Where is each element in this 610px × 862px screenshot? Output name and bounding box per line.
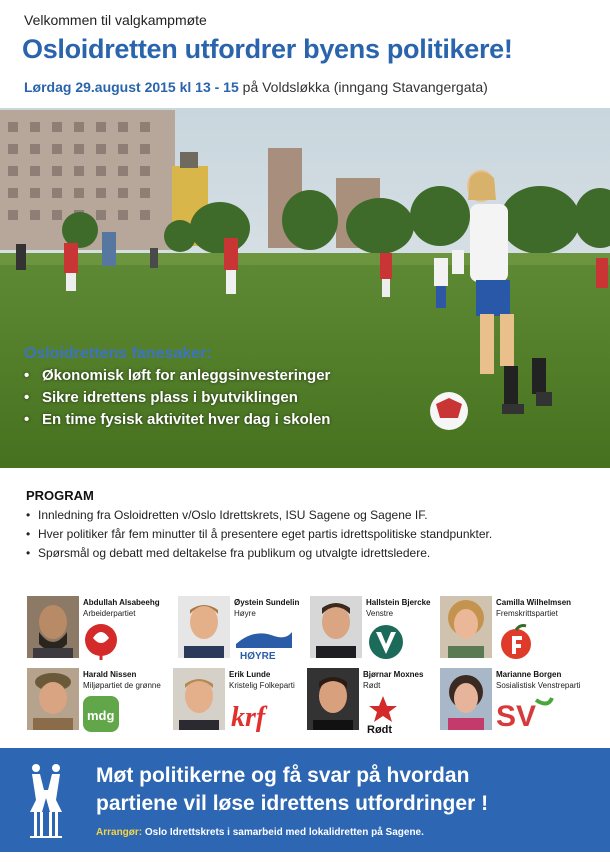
apple-icon (496, 622, 556, 662)
politician-card (27, 668, 167, 740)
portrait (440, 668, 492, 730)
party-name: Høyre (234, 609, 256, 618)
organizer (96, 827, 424, 838)
politician-name: Marianne Borgen (496, 670, 562, 679)
venstre-v-icon (366, 622, 426, 662)
party-name: Fremskrittspartiet (496, 609, 558, 618)
organizer-text: Oslo Idrettskrets i samarbeid med lokalidretten på Sagene. (142, 827, 424, 838)
event-place: på Voldsløkka (inngang Stavangergata) (238, 79, 488, 95)
portrait (27, 668, 79, 730)
oslo-idrettskrets-logo-icon (26, 760, 66, 847)
hoyre-logo-text: HØYRE (240, 651, 276, 662)
mdg-logo (83, 694, 143, 734)
program-title: PROGRAM (26, 488, 94, 503)
program-item: • Hver politiker får fem minutter til å presentere eget partis idrettspolitiske standpunkter. (26, 527, 493, 541)
politician-name: Erik Lunde (229, 670, 271, 679)
krf-logo-text: krf (231, 702, 266, 733)
portrait (440, 596, 492, 658)
hoyre-logo (234, 622, 294, 662)
rodt-logo-text: Rødt (367, 724, 393, 734)
party-name: Venstre (366, 609, 394, 618)
issue-item: • Sikre idrettens plass i byutviklingen (24, 389, 298, 406)
krf-logo (229, 694, 289, 734)
issues-section (24, 345, 330, 431)
intro-text: Velkommen til valgkampmøte (24, 12, 207, 28)
issue-item: • En time fysisk aktivitet hver dag i skolen (24, 411, 331, 428)
program-item: • Innledning fra Osloidretten v/Oslo Idrettskrets, ISU Sagene og Sagene IF. (26, 508, 428, 522)
issue-item: • Økonomisk løft for anleggsinvesteringer (24, 367, 331, 384)
politician-name: Bjørnar Moxnes (363, 670, 424, 679)
politician-card (440, 596, 580, 668)
rodt-star-icon (363, 694, 423, 734)
portrait (307, 668, 359, 730)
politician-card (173, 668, 313, 740)
politician-card (440, 668, 580, 740)
politician-name: Abdullah Alsabeehg (83, 598, 160, 607)
party-name: Rødt (363, 681, 381, 690)
dateline (24, 79, 488, 95)
organizer-label: Arrangør: (96, 827, 143, 838)
portrait (27, 596, 79, 658)
politician-card (27, 596, 167, 668)
politician-name: Camilla Wilhelmsen (496, 598, 572, 607)
issues-title: Osloidrettens fanesaker: (24, 345, 212, 362)
program-section (26, 488, 492, 563)
portrait (178, 596, 230, 658)
politician-name: Harald Nissen (83, 670, 137, 679)
politician-card (307, 668, 447, 740)
sv-logo (496, 694, 556, 734)
politician-card (310, 596, 450, 668)
footer-banner (0, 748, 610, 852)
mdg-logo-text: mdg (87, 708, 115, 723)
headline: Osloidretten utfordrer byens politikere! (22, 34, 513, 64)
party-name: Kristelig Folkeparti (229, 681, 295, 690)
politician-name: Øystein Sundelin (234, 598, 300, 607)
sv-logo-text: SV (496, 700, 537, 733)
footer-slogan-line1: Møt politikerne og få svar på hvordan (96, 764, 470, 787)
politician-name: Hallstein Bjercke (366, 598, 431, 607)
program-item: • Spørsmål og debatt med deltakelse fra publikum og utvalgte idrettsledere. (26, 546, 431, 560)
party-name: Arbeiderpartiet (83, 609, 136, 618)
rose-icon (83, 622, 143, 662)
party-name: Sosialistisk Venstreparti (496, 681, 581, 690)
portrait (173, 668, 225, 730)
portrait (310, 596, 362, 658)
politician-card (178, 596, 318, 668)
footer-slogan-line2: partiene vil løse idrettens utfordringer ! (96, 792, 489, 815)
event-date: Lørdag 29.august 2015 kl 13 - 15 (24, 79, 239, 95)
party-name: Miljøpartiet de grønne (83, 681, 161, 690)
